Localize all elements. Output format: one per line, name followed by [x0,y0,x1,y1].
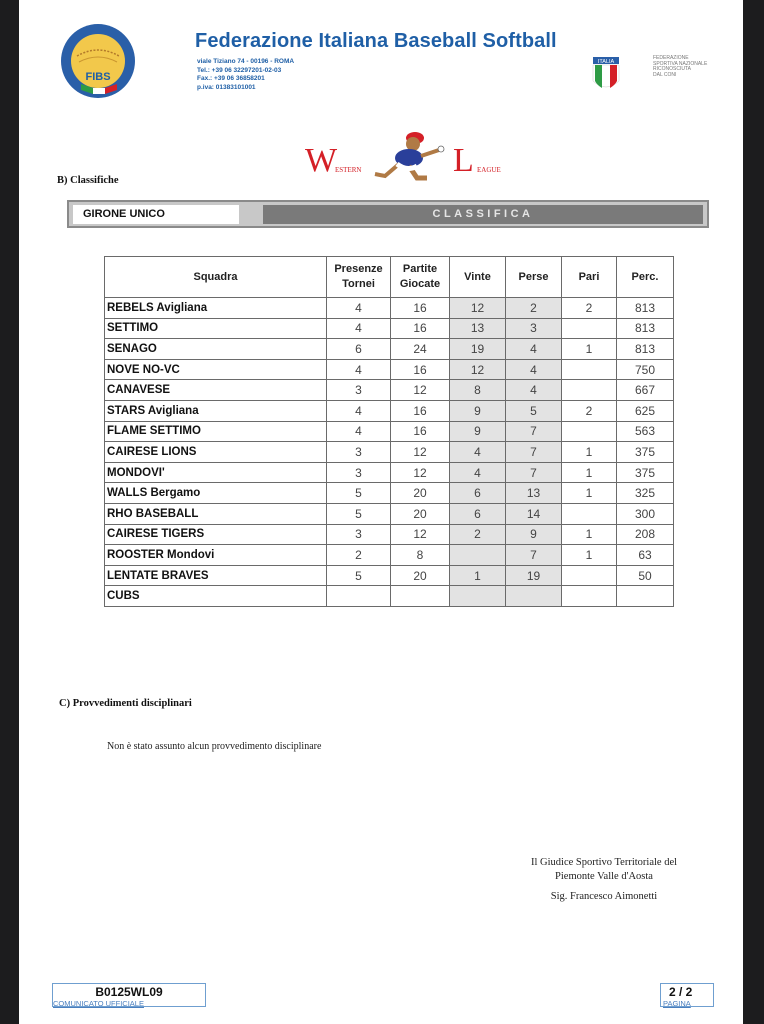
table-row [105,298,674,319]
section-c-title: C) Provvedimenti disciplinari [59,698,192,709]
team-name: LENTATE BRAVES [105,565,327,586]
perc-cell [617,586,674,607]
table-row [105,545,674,566]
partite-cell: 12 [391,524,450,545]
perc-cell: 563 [617,421,674,442]
partite-cell: 20 [391,503,450,524]
league-logo-word-1: ESTERN [335,166,362,174]
disciplinary-text: Non è stato assunto alcun provvedimento disciplinare [107,741,322,752]
perse-cell: 7 [506,442,562,463]
vinte-cell: 4 [450,442,506,463]
league-logo-letter-w: W [305,142,338,179]
vinte-cell: 19 [450,339,506,360]
league-logo-word-2: EAGUE [477,166,501,174]
perc-cell: 813 [617,298,674,319]
presenze-cell: 5 [327,483,391,504]
table-row [105,400,674,421]
perc-cell: 50 [617,565,674,586]
table-row [105,442,674,463]
table-row [105,380,674,401]
table-row [105,339,674,360]
document-page [19,0,743,1024]
perc-cell: 813 [617,318,674,339]
western-league-logo [305,128,515,184]
perc-cell: 375 [617,442,674,463]
partite-cell: 12 [391,442,450,463]
vat-line: p.iva: 01383101001 [197,83,256,91]
group-label: GIRONE UNICO [73,205,239,224]
col-header-perse: Perse [506,257,562,298]
vinte-cell: 2 [450,524,506,545]
presenze-cell: 4 [327,400,391,421]
section-b-title: B) Classifiche [57,175,119,186]
group-banner [67,200,709,228]
perc-cell: 625 [617,400,674,421]
fax-line: Fax.: +39 06 36858201 [197,75,265,82]
perse-cell: 13 [506,483,562,504]
team-name: STARS Avigliana [105,400,327,421]
presenze-cell: 5 [327,565,391,586]
vinte-cell: 9 [450,421,506,442]
presenze-cell: 2 [327,545,391,566]
presenze-cell: 3 [327,524,391,545]
team-name: CAIRESE TIGERS [105,524,327,545]
presenze-cell: 6 [327,339,391,360]
perse-cell: 4 [506,380,562,401]
perc-cell: 375 [617,462,674,483]
team-name: CUBS [105,586,327,607]
presenze-cell [327,586,391,607]
mascot-icon [373,128,453,184]
table-row [105,421,674,442]
presenze-cell: 4 [327,298,391,319]
perse-cell: 4 [506,359,562,380]
pari-cell: 2 [562,298,617,319]
table-row [105,462,674,483]
classifica-banner: CLASSIFICA [263,205,703,224]
partite-cell: 24 [391,339,450,360]
pari-cell: 1 [562,462,617,483]
team-name: SETTIMO [105,318,327,339]
fibs-logo-icon [59,22,137,100]
presenze-cell: 4 [327,359,391,380]
page-number: 2 / 2 [669,985,693,999]
pari-cell [562,565,617,586]
perc-cell: 325 [617,483,674,504]
perc-cell: 300 [617,503,674,524]
pari-cell: 2 [562,400,617,421]
signature-name: Sig. Francesco Aimonetti [550,891,658,902]
partite-cell: 16 [391,400,450,421]
perse-cell: 5 [506,400,562,421]
signature-role-line-2: Piemonte Valle d'Aosta [555,871,653,882]
col-header-partite: Partite Giocate [391,257,450,298]
team-name: CANAVESE [105,380,327,401]
vinte-cell: 4 [450,462,506,483]
partite-cell: 20 [391,483,450,504]
vinte-cell: 12 [450,359,506,380]
team-name: MONDOVI' [105,462,327,483]
perse-cell [506,586,562,607]
pari-cell [562,586,617,607]
pari-cell [562,503,617,524]
signature-block [489,856,719,904]
partite-cell: 16 [391,318,450,339]
table-row [105,586,674,607]
perse-cell: 19 [506,565,562,586]
pari-cell: 1 [562,339,617,360]
fibs-logo-text: FIBS [85,71,111,83]
perse-cell: 7 [506,462,562,483]
presenze-cell: 3 [327,442,391,463]
table-row [105,318,674,339]
federation-title: Federazione Italiana Baseball Softball [195,30,557,52]
page-number-label: PAGINA [663,999,691,1008]
team-name: CAIRESE LIONS [105,442,327,463]
team-name: FLAME SETTIMO [105,421,327,442]
standings-header-row [105,257,674,298]
team-name: NOVE NO-VC [105,359,327,380]
partite-cell: 16 [391,298,450,319]
perc-cell: 63 [617,545,674,566]
vinte-cell [450,545,506,566]
perc-cell: 208 [617,524,674,545]
pari-cell [562,318,617,339]
pari-cell [562,380,617,401]
coni-text-line: FEDERAZIONE [653,55,689,61]
table-row [105,524,674,545]
table-row [105,359,674,380]
perc-cell: 813 [617,339,674,360]
pari-cell: 1 [562,545,617,566]
partite-cell: 16 [391,421,450,442]
col-header-squadra: Squadra [105,257,327,298]
presenze-cell: 4 [327,421,391,442]
perse-cell: 9 [506,524,562,545]
presenze-cell: 3 [327,380,391,401]
team-name: SENAGO [105,339,327,360]
col-header-vinte: Vinte [450,257,506,298]
signature-role-line-1: Il Giudice Sportivo Territoriale del [530,857,678,868]
vinte-cell [450,586,506,607]
partite-cell: 12 [391,380,450,401]
team-name: WALLS Bergamo [105,483,327,504]
bulletin-code-box [52,983,206,1007]
league-logo-letter-l: L [453,142,474,179]
perse-cell: 4 [506,339,562,360]
presenze-cell: 5 [327,503,391,524]
coni-text-line: DAL CONI [653,71,677,78]
pari-cell: 1 [562,442,617,463]
col-header-pari: Pari [562,257,617,298]
table-row [105,483,674,504]
address-line: viale Tiziano 74 - 00196 - ROMA [197,58,295,65]
vinte-cell: 6 [450,503,506,524]
team-name: REBELS Avigliana [105,298,327,319]
partite-cell: 8 [391,545,450,566]
perc-cell: 750 [617,359,674,380]
vinte-cell: 1 [450,565,506,586]
standings-table [104,256,674,607]
pari-cell [562,421,617,442]
table-row [105,565,674,586]
page-number-box [660,983,714,1007]
coni-text [653,56,707,78]
presenze-cell: 4 [327,318,391,339]
perse-cell: 3 [506,318,562,339]
phone-line: Tel.: +39 06 32297201-02-03 [197,66,282,74]
pari-cell [562,359,617,380]
federation-address [197,58,294,92]
table-row [105,503,674,524]
vinte-cell: 6 [450,483,506,504]
pari-cell: 1 [562,483,617,504]
perc-cell: 667 [617,380,674,401]
coni-text-line: SPORTIVA NAZIONALE [653,60,708,67]
bulletin-code-label: COMUNICATO UFFICIALE [53,999,144,1008]
vinte-cell: 8 [450,380,506,401]
perse-cell: 7 [506,545,562,566]
perse-cell: 14 [506,503,562,524]
vinte-cell: 12 [450,298,506,319]
coni-badge-label: ITALIA [597,59,615,65]
pari-cell: 1 [562,524,617,545]
vinte-cell: 9 [450,400,506,421]
col-header-presenze: Presenze Tornei [327,257,391,298]
partite-cell [391,586,450,607]
coni-text-line: RICONOSCIUTA [653,66,691,72]
vinte-cell: 13 [450,318,506,339]
team-name: ROOSTER Mondovi [105,545,327,566]
perse-cell: 2 [506,298,562,319]
col-header-perc: Perc. [617,257,674,298]
presenze-cell: 3 [327,462,391,483]
standings-body [105,298,674,607]
bulletin-code: B0125WL09 [95,985,163,999]
team-name: RHO BASEBALL [105,503,327,524]
partite-cell: 16 [391,359,450,380]
partite-cell: 20 [391,565,450,586]
partite-cell: 12 [391,462,450,483]
perse-cell: 7 [506,421,562,442]
